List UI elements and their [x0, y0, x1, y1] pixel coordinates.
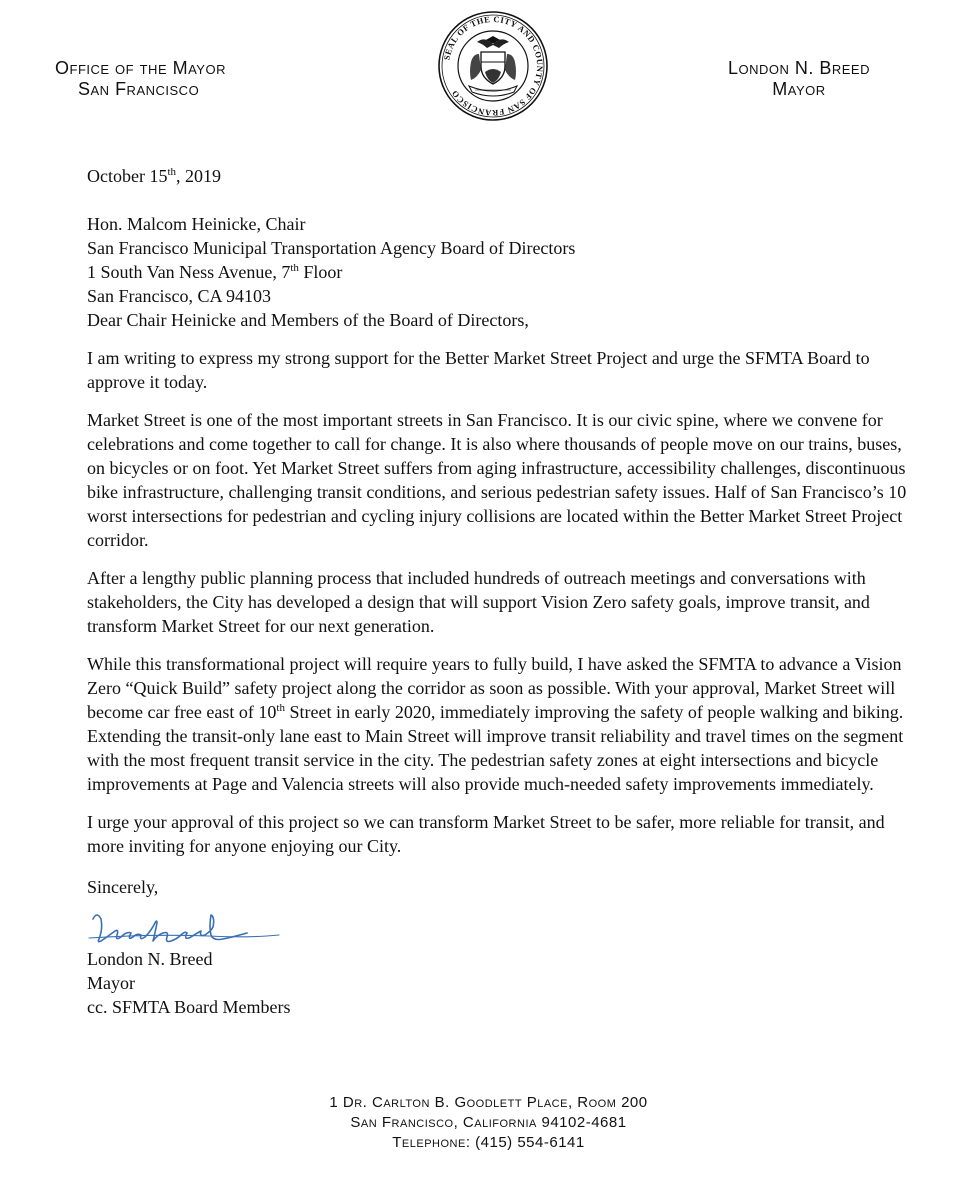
paragraph: While this transformational project will require years to fully build, I have asked the SFMTA to advance a Vision Zero “Quick Build” safety project along the corridor as soon as possible. With your approval, Market Street will become car free east of 10th Street in early 2020, immediately improving the safety of people walking and biking. Extending the transit-only lane east to Main Street will improve transit reliability and travel times on the segment with the most frequent transit service in the city. The pedestrian safety zones at eight intersections and bicycle improvements at Page and Valencia streets will also provide much-needed safety improvements immediately. [87, 654, 904, 794]
recipient-line: Hon. Malcom Heinicke, Chair [87, 214, 306, 234]
office-title: Office of the Mayor [55, 58, 226, 78]
paragraph: Market Street is one of the most important streets in San Francisco. It is our civic spine, where we convene for celebrations and come together to call for change. It is also where thousands of people move on our trains, buses, on bicycles or on foot. Yet Market Street suffers from aging infrastructure, accessibility challenges, discontinuous bike infrastructure, challenging transit conditions, and serious pedestrian safety issues. Half of San Francisco’s 10 worst intersections for pedestrian and cycling injury collisions are located within the Better Market Street Project corridor. [87, 410, 907, 550]
mayor-header [728, 58, 870, 100]
paragraph: I urge your approval of this project so we can transform Market Street to be safer, more reliable for transit, and more inviting for anyone enjoying our City. [87, 812, 885, 856]
paragraph: I am writing to express my strong support for the Better Market Street Project and urge the SFMTA Board to approve it today. [87, 348, 870, 392]
paragraph: After a lengthy public planning process that included hundreds of outreach meetings and conversations with stakeholders, the City has developed a design that will support Vision Zero safety goals, improve transit, and transform Market Street for our next generation. [87, 568, 870, 636]
recipient-address [87, 212, 917, 308]
mayor-title: Mayor [772, 79, 826, 99]
letter-body [87, 164, 917, 1019]
recipient-line: 1 South Van Ness Avenue, 7th Floor [87, 262, 343, 282]
city-seal-icon [437, 10, 549, 122]
signature [87, 905, 287, 947]
footer-phone: Telephone: (415) 554-6141 [392, 1134, 585, 1151]
footer-address: 1 Dr. Carlton B. Goodlett Place, Room 200 [329, 1094, 648, 1111]
letter-date: October 15th, 2019 [87, 166, 222, 186]
signer-name: London N. Breed [87, 949, 213, 969]
office-header [55, 58, 226, 100]
signer-title: Mayor [87, 973, 135, 993]
recipient-line: San Francisco Municipal Transportation Agency Board of Directors [87, 238, 576, 258]
letterhead-footer [0, 1093, 977, 1153]
recipient-line: San Francisco, CA 94103 [87, 286, 271, 306]
cc-line: cc. SFMTA Board Members [87, 997, 291, 1017]
mayor-name: London N. Breed [727, 58, 870, 78]
closing: Sincerely, [87, 877, 159, 897]
footer-city: San Francisco, California 94102-4681 [350, 1114, 627, 1131]
salutation: Dear Chair Heinicke and Members of the Board of Directors, [87, 310, 529, 330]
office-city: San Francisco [78, 79, 200, 99]
svg-text:SEAL OF THE CITY AND COUNTY OF: SEAL OF THE CITY AND COUNTY OF SAN FRANCISCO [442, 14, 545, 118]
